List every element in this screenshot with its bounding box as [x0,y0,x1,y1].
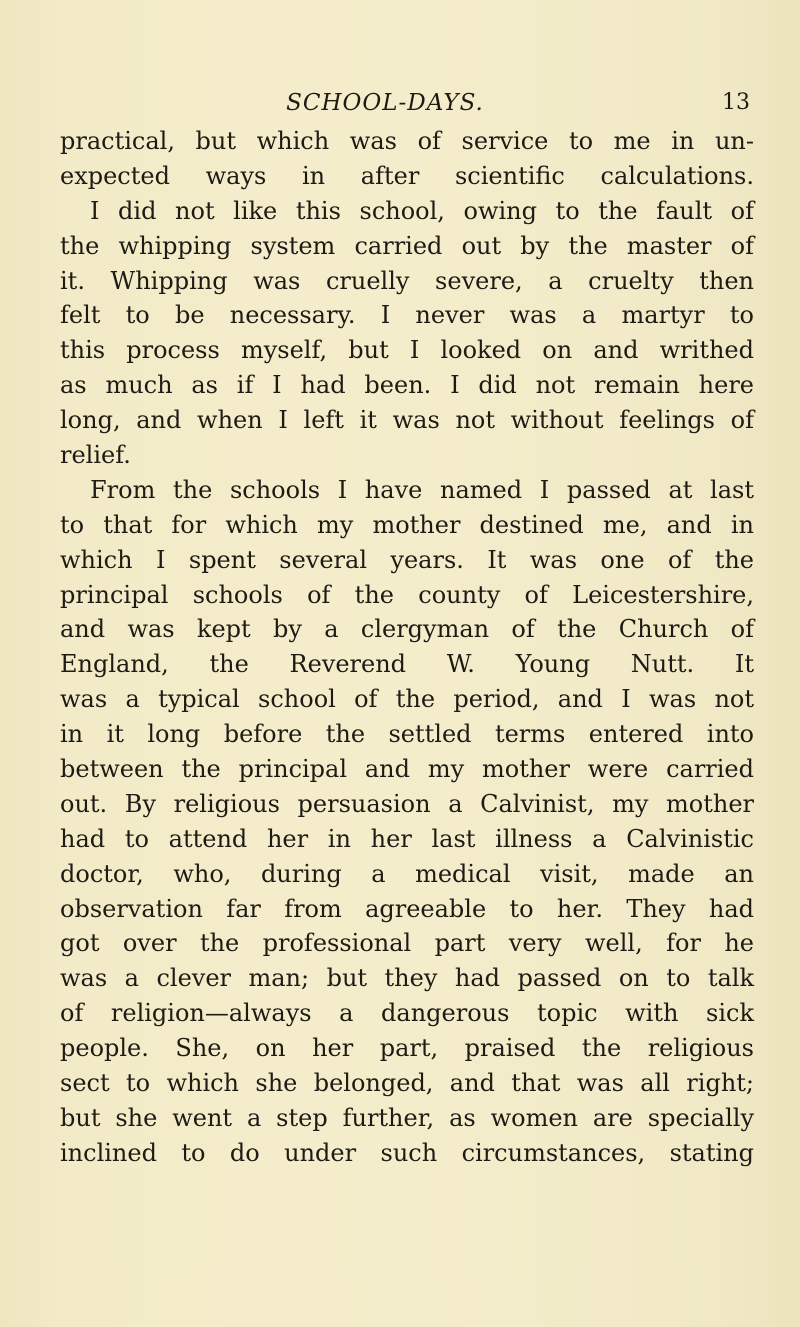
text-line: and was kept by a clergyman of the Church of [60,615,754,644]
text-line: between the principal and my mother were carried [60,755,754,784]
text-line: I did not like this school, owing to the fault of [90,196,754,225]
text-line: the whipping system carried out by the master of [60,231,754,260]
text-line: people. She, on her part, praised the religious [60,1034,754,1063]
text-line: which I spent several years. It was one of the [60,545,754,574]
text-line: inclined to do under such circumstances, stating [60,1138,754,1167]
text-line: long, and when I left it was not without feelings of [60,406,754,435]
text-line: felt to be necessary. I never was a martyr to [60,301,754,330]
text-line: observation far from agreeable to her. They had [60,894,754,923]
running-title: SCHOOL-DAYS. [286,90,484,116]
running-head [120,90,750,120]
text-line: expected ways in after scientific calculations. [60,161,754,190]
text-line: in it long before the settled terms entered into [60,720,754,749]
text-line: as much as if I had been. I did not remain here [60,371,754,400]
text-line: it. Whipping was cruelly severe, a cruelty then [60,266,754,295]
text-line: got over the professional part very well, for he [60,929,754,958]
text-line: was a typical school of the period, and I was not [60,685,754,714]
page-number: 13 [722,90,750,115]
text-line: relief. [60,441,131,470]
text-line: practical, but which was of service to me in un- [60,127,754,155]
body-text [60,124,754,1171]
text-line: doctor, who, during a medical visit, made an [60,859,754,888]
text-line: From the schools I have named I passed at last [90,475,754,504]
text-line: but she went a step further, as women are specially [60,1103,754,1132]
text-line: sect to which she belonged, and that was all right; [60,1069,754,1098]
text-line: of religion—always a dangerous topic with sick [60,999,754,1028]
text-line: was a clever man; but they had passed on to talk [60,964,754,993]
text-line: this process myself, but I looked on and writhed [60,336,754,365]
text-line: out. By religious persuasion a Calvinist, my mother [60,789,754,818]
text-line: principal schools of the county of Leicestershire, [60,580,754,609]
text-line: to that for which my mother destined me, and in [60,510,754,539]
text-line: England, the Reverend W. Young Nutt. It [60,650,754,679]
text-line: had to attend her in her last illness a Calvinistic [60,824,754,853]
